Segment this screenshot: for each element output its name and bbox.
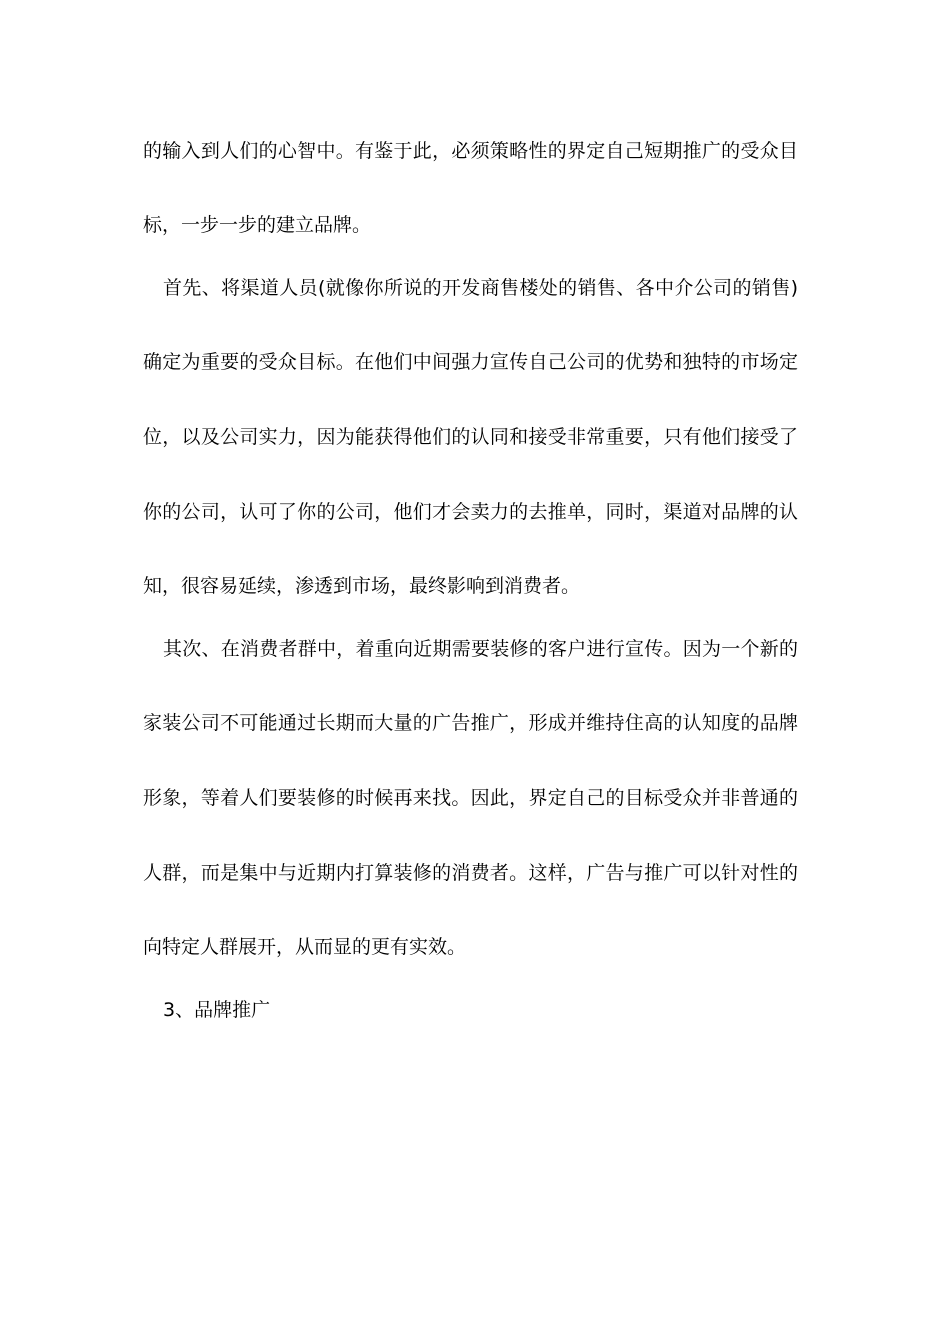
paragraph-line: 知，很容易延续，渗透到市场，最终影响到消费者。 <box>143 575 581 597</box>
paragraph-line: 家装公司不可能通过长期而大量的广告推广，形成并维持住高的认知度的品牌 <box>143 712 798 734</box>
paragraph-line: 其次、在消费者群中，着重向近期需要装修的客户进行宣传。因为一个新的 <box>163 638 798 660</box>
paragraph-line: 形象，等着人们要装修的时候再来找。因此，界定自己的目标受众并非普通的 <box>143 787 798 809</box>
paragraph-line: 向特定人群展开，从而显的更有实效。 <box>143 936 467 958</box>
paragraph-line: 位，以及公司实力，因为能获得他们的认同和接受非常重要，只有他们接受了 <box>143 426 798 448</box>
paragraph-line: 标，一步一步的建立品牌。 <box>143 214 372 236</box>
paragraph-line: 人群，而是集中与近期内打算装修的消费者。这样，广告与推广可以针对性的 <box>143 862 798 884</box>
paragraph-line: 的输入到人们的心智中。有鉴于此，必须策略性的界定自己短期推广的受众目 <box>143 140 798 162</box>
paragraph-line: 确定为重要的受众目标。在他们中间强力宣传自己公司的优势和独特的市场定 <box>143 351 798 373</box>
paragraph-line: 你的公司，认可了你的公司，他们才会卖力的去推单，同时，渠道对品牌的认 <box>143 501 798 523</box>
paragraph-line: 首先、将渠道人员(就像你所说的开发商售楼处的销售、各中介公司的销售) <box>163 277 798 299</box>
section-heading: 3、品牌推广 <box>163 999 271 1021</box>
